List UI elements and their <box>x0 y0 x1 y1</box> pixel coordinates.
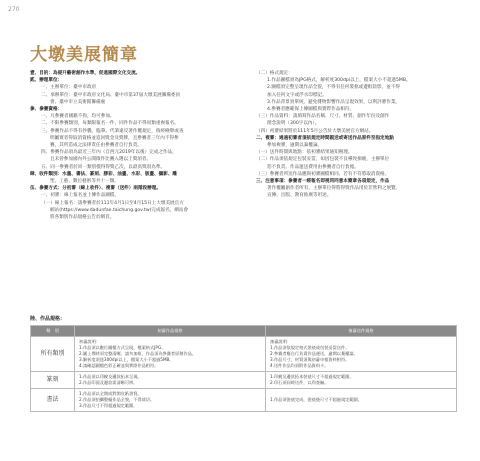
paragraph-line: 3.作品背景須單純，避免雜物影響作品呈現效果，以利評審作業。 <box>267 99 401 105</box>
header-review: 複審送件規格 <box>266 326 457 337</box>
paragraph-line: 五、同一參賽者於同一類別僅得得獎乙次，以最高獎項為準。 <box>41 164 166 170</box>
specs-table <box>30 325 457 412</box>
paragraph-line: （二）作品須依規定包裝妥當，如因包裝不良導致損壞，主辦單位 <box>256 157 390 163</box>
paragraph-line: （三）作品資料：請填寫作品名稱、尺寸、材質、創作年份及創作 <box>256 114 390 120</box>
paragraph-line: 宣傳、出版、教育推廣等用途。 <box>267 193 332 199</box>
header-category: 類 別 <box>31 326 75 337</box>
paragraph-line: 一、凡參賽者國籍不拘，均可參加。 <box>41 114 115 120</box>
paragraph-line: 且未曾參加國內外公開徵件比賽入選以上獎項者。 <box>50 157 152 163</box>
paragraph-line: 賽，其所造成之法律責任由參賽者自行負責。 <box>50 143 142 149</box>
cell-line: 2.作品印面及邊款需清晰可辨。 <box>79 380 138 385</box>
cell-line: 1.作品須以全開或對開宣紙書寫。 <box>79 391 142 396</box>
paragraph-line: 1.作品圖檔須為JPG格式，解析度300dpi以上，檔案大小不超過5MB。 <box>267 78 411 84</box>
specs-table-section <box>30 315 456 412</box>
cell-line: 3.解析度須達300dpi以上，檔案大小不超過5MB。 <box>79 357 174 362</box>
paragraph-line: （一）送件時間與地點：依初審結果通知辦理。 <box>256 150 353 156</box>
paragraph-line: 網站(https://www.dadunfae.taichung.gov.tw)完成報名，網站會 <box>50 207 189 213</box>
cell-line: 1.作品須裝裱完成，裝裱後尺寸不超過規定範圍。 <box>270 397 362 402</box>
cell-line: 1.印蛻及邊款拓本裝裱尺寸不超過規定範圍。 <box>270 374 354 379</box>
page-title: 大墩美展簡章 <box>30 45 138 65</box>
paragraph-line: （二）格式規定： <box>256 71 293 76</box>
paragraph-line: 參加複審，逾期以棄權論。 <box>267 143 323 149</box>
table-caption: 陸、作品規格： <box>30 316 66 322</box>
cell-line: 複審說明： <box>270 339 291 344</box>
paragraph-line: 塑、工藝、數位藝術等共十一類。 <box>50 179 119 185</box>
paragraph-line: 明屬實者得取消資格並追回獎金及獎牌，且參賽者三年內不得參 <box>50 135 179 141</box>
paragraph-line: 一、初審：線上報名並上傳作品圖檔。 <box>41 193 120 199</box>
cell-line: 初審說明： <box>79 339 100 344</box>
table-header-row <box>31 326 457 337</box>
cell-initial <box>75 337 266 372</box>
paragraph-line: 理念說明（300字以內）。 <box>267 121 320 127</box>
paragraph-line: 著作權屬創作者所有，主辦單位得將得獎作品用於非營利之展覽、 <box>267 186 401 192</box>
cell-line: 1.作品須依規定格式裝裱或包裝妥當送件。 <box>270 345 350 350</box>
header-initial: 初審作品規格 <box>75 326 266 337</box>
paragraph-line: 一、主辦單位：臺中市政府 <box>41 85 97 91</box>
paragraph-line: （三）參賽者所送作品應與初審圖檔相同，若有不符將取消資格。 <box>256 171 390 177</box>
cell-line: 1.作品須以印蛻及邊款拓本呈現。 <box>79 374 142 379</box>
table-row <box>31 372 457 389</box>
paragraph-line: 壹、目的：為提升藝術創作水準，促進國際文化交流。 <box>30 71 141 76</box>
cell-category: 書法 <box>31 389 75 412</box>
page-number: 270 <box>8 6 20 13</box>
paragraph-line: 4.參賽者應確保上傳圖檔與實際作品相符。 <box>267 107 355 113</box>
cell-review <box>266 372 457 389</box>
paragraph-line: （一）線上報名：請參賽者於111年4月1日至4月15日上大墩美展官方 <box>41 200 184 206</box>
paragraph-line: 會、臺中市立美術館籌備處 <box>50 99 106 105</box>
cell-line: 2.作品須拍攝整幅作品全貌，不得裁切。 <box>79 397 155 402</box>
cell-line: 1.作品須以數位圖檔方式呈現，檔案格式JPG。 <box>79 345 166 350</box>
cell-line: 4.請確認圖檔色彩正確並與實際作品相符。 <box>79 363 159 368</box>
cell-line: 3.作品尺寸不得超過規定範圍。 <box>79 403 138 408</box>
paragraph-line: 恕不負責。作品運送費用由參賽者自行負擔。 <box>267 164 359 170</box>
paragraph-line: 二、複審：通過初審者須依規定時間親送或寄送作品原件至指定地點 <box>256 135 394 141</box>
cell-initial <box>75 372 266 389</box>
cell-line: 2.印石須同時送件，以利查驗。 <box>270 380 329 385</box>
table-row <box>31 337 457 372</box>
left-column <box>30 70 238 221</box>
cell-initial <box>75 389 266 412</box>
paragraph-line: 2.圖檔須完整呈現作品全貌，不得有任何裝框或邊框陰影，並不得 <box>267 85 401 91</box>
table-row <box>31 389 457 412</box>
paragraph-line: 二、不限參賽類別，每類限報名一件，同件作品不得同類重複報名。 <box>41 121 179 127</box>
cell-review <box>266 389 457 412</box>
paragraph-line: （四）初審結果將於111年5月公告於大墩美展官方網站。 <box>256 128 374 134</box>
cell-line: 4.送件作品均須附作品資料卡。 <box>270 363 329 368</box>
paragraph-line: 二、承辦單位：臺中市政府文化局、臺中市第37屆大墩美展籌備委員 <box>41 92 181 98</box>
paragraph-line: 三、注意事項：參賽者一經報名即視同同意本簡章各項規定，作品 <box>256 179 390 185</box>
paragraph-line: 三、參賽作品不得有抄襲、臨摹、代筆違反著作權規定，倘經檢舉或查 <box>41 128 184 134</box>
cell-category: 所有類別 <box>31 337 75 372</box>
cell-line: 3.作品尺寸、材質須與初審申報資料相符。 <box>270 357 350 362</box>
cell-category: 篆刻 <box>31 372 75 389</box>
paragraph-line: 參、參賽資格： <box>30 107 63 113</box>
cell-review <box>266 337 457 372</box>
paragraph-line: 貳、辦理單位： <box>30 78 63 84</box>
paragraph-line: 將各類別作品規格公告於網頁。 <box>50 215 115 221</box>
paragraph-line: 加入任何文字或浮水印標記。 <box>267 92 327 98</box>
cell-line: 2.圖上傳時須完整清晰，請勿加框，作品須為參賽者原創作品。 <box>79 351 197 356</box>
paragraph-line: 肆、收件類別：水墨、書法、篆刻、膠彩、油畫、水彩、版畫、攝影、雕 <box>30 171 178 177</box>
paragraph-line: 四、參賽作品須為最近三年內（自西元2019年以後）完成之作品， <box>41 150 177 156</box>
paragraph-line: 伍、參賽方式：分初審（線上收件）、複審（送件）兩階段辦理。 <box>30 186 161 192</box>
right-column <box>256 70 456 200</box>
cell-line: 2.參賽者應自行負責作品運送，逾期以棄權論。 <box>270 351 358 356</box>
